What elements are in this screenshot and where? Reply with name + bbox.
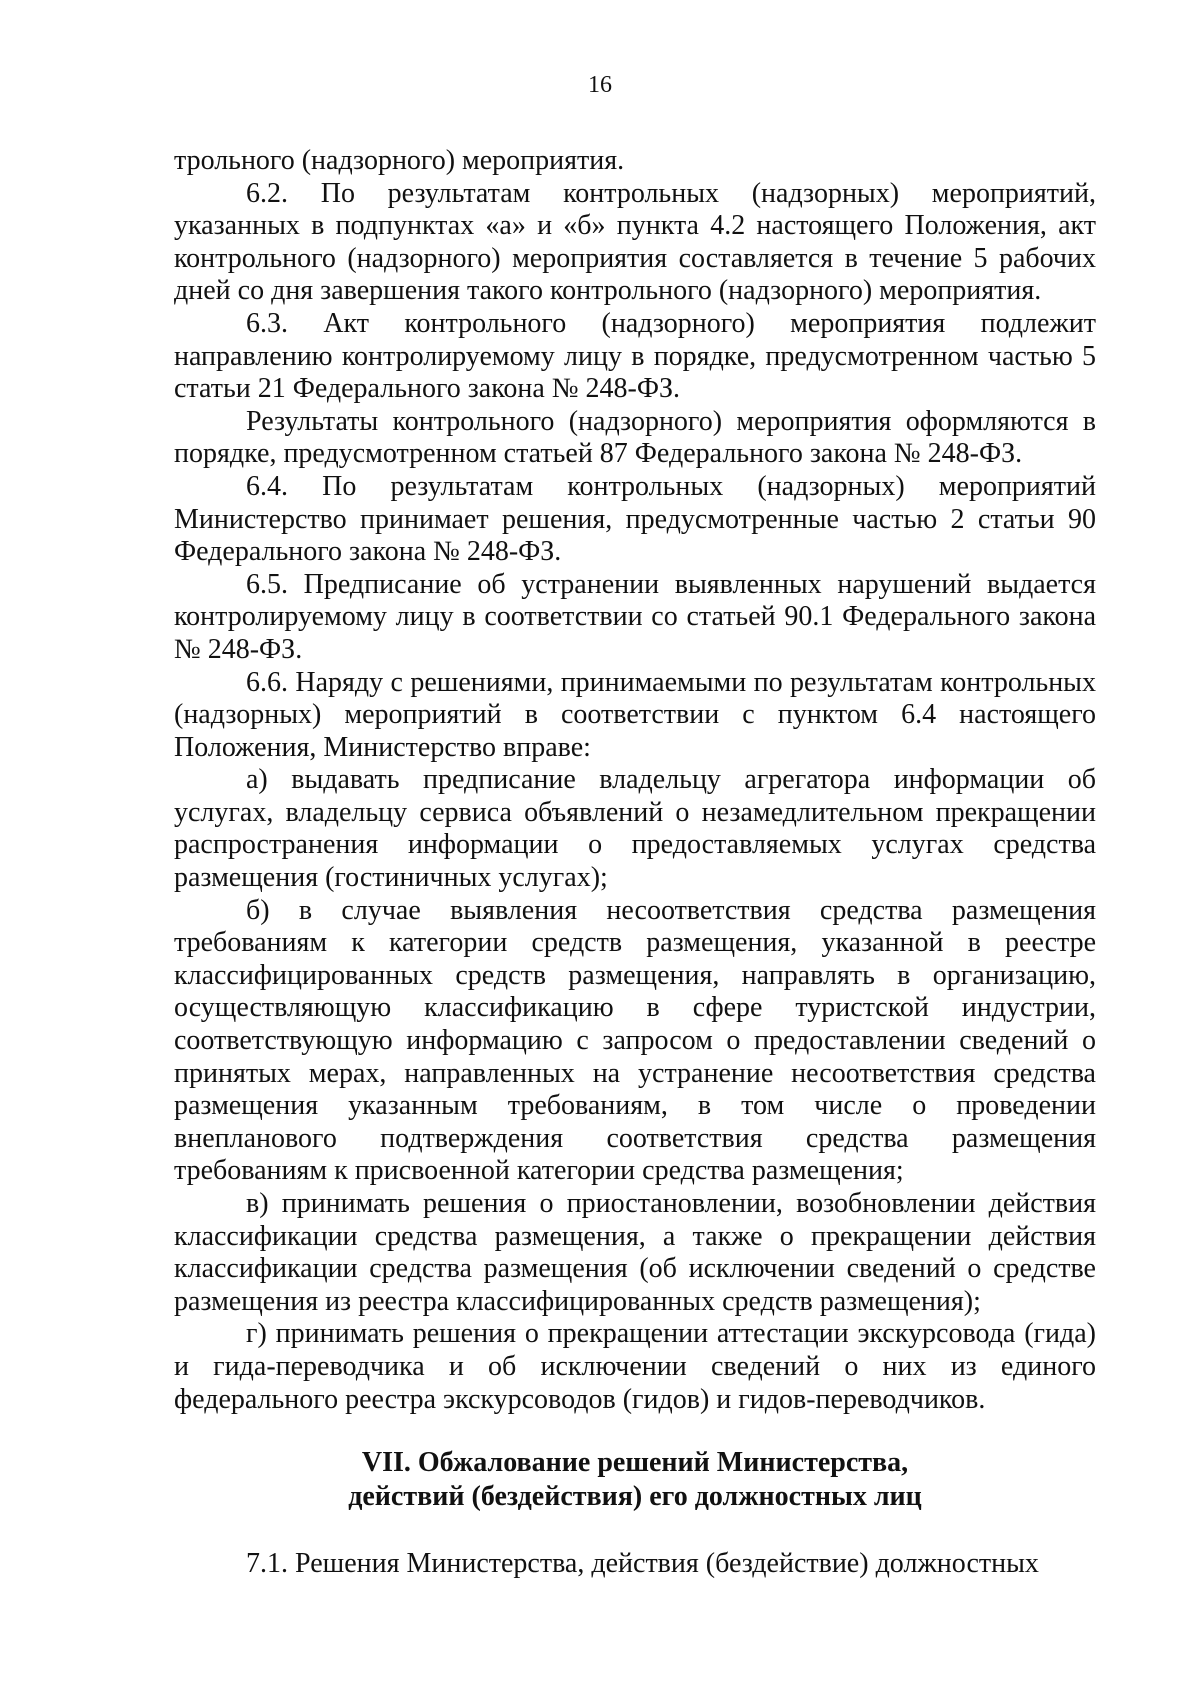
page-number: 16 xyxy=(588,72,612,98)
paragraph-6-3: 6.3. Акт контрольного (надзорного) мероприятия подлежит направлению контролируемому лицу в порядке, предусмотренном частью 5 статьи 21 Федерального закона № 248-ФЗ. xyxy=(174,307,1096,405)
list-item-g: г) принимать решения о прекращении аттестации экскурсовода (гида) и гида-переводчика и об исключении сведений о них из единого федерального реестра экскурсоводов (гидов) и гидов-переводчиков. xyxy=(174,1318,1096,1415)
paragraph-6-4: 6.4. По результатам контрольных (надзорных) мероприятий Министерство принимает решения, предусмотренные частью 2 статьи 90 Федерального закона № 248-ФЗ. xyxy=(174,470,1096,568)
list-item-b: б) в случае выявления несоответствия средства размещения требованиям к категории средств размещения, указанной в реестре классифицированных средств размещения, направлять в организацию, осуществляющую классификацию в сфере туристской индустрии, соответствующую информацию с запросом о предоставлении сведений о принятых мерах, направленных на устранение несоответствия средства размещения указанным требованиям, в том числе о проведении внепланового подтверждения соответствия средства размещения требованиям к присвоенной категории средства размещения; xyxy=(174,894,1096,1187)
list-item-a: а) выдавать предписание владельцу агрегатора информации об услугах, владельцу сервиса объявлений о незамедлительном прекращении распространения информации о предоставляемых услугах средства размещения (гостиничных услугах); xyxy=(174,764,1096,894)
paragraph-continuation: трольного (надзорного) мероприятия. xyxy=(174,145,625,176)
list-item-v: в) принимать решения о приостановлении, возобновлении действия классификации средства размещения, а также о прекращении действия классификации средства размещения (об исключении сведений о средстве размещения из реестра классифицированных средств размещения); xyxy=(174,1188,1096,1317)
paragraph-7-1: 7.1. Решения Министерства, действия (бездействие) должностных xyxy=(246,1548,1039,1580)
paragraph-6-5: 6.5. Предписание об устранении выявленных нарушений выдается контролируемому лицу в соответствии со статьей 90.1 Федерального закона № 248-ФЗ. xyxy=(174,568,1096,665)
section-heading-line-1: VII. Обжалование решений Министерства, xyxy=(361,1447,909,1479)
paragraph-results: Результаты контрольного (надзорного) мероприятия оформляются в порядке, предусмотренном статьей 87 Федерального закона № 248-ФЗ. xyxy=(174,405,1096,470)
paragraph-6-6: 6.6. Наряду с решениями, принимаемыми по результатам контрольных (надзорных) мероприятий в соответствии с пунктом 6.4 настоящего Положения, Министерство вправе: xyxy=(174,666,1096,763)
section-spacer xyxy=(174,1514,1096,1548)
paragraph-6-2: 6.2. По результатам контрольных (надзорных) мероприятий, указанных в подпунктах «а» и «б» пункта 4.2 настоящего Положения, акт контрольного (надзорного) мероприятия составляется в течение 5 рабочих дней со дня завершения такого контрольного (надзорного) мероприятия. xyxy=(174,177,1096,307)
section-heading xyxy=(174,1446,1096,1514)
document-body xyxy=(174,145,1096,1581)
section-heading-line-2: действий (бездействия) его должностных лиц xyxy=(348,1481,922,1513)
